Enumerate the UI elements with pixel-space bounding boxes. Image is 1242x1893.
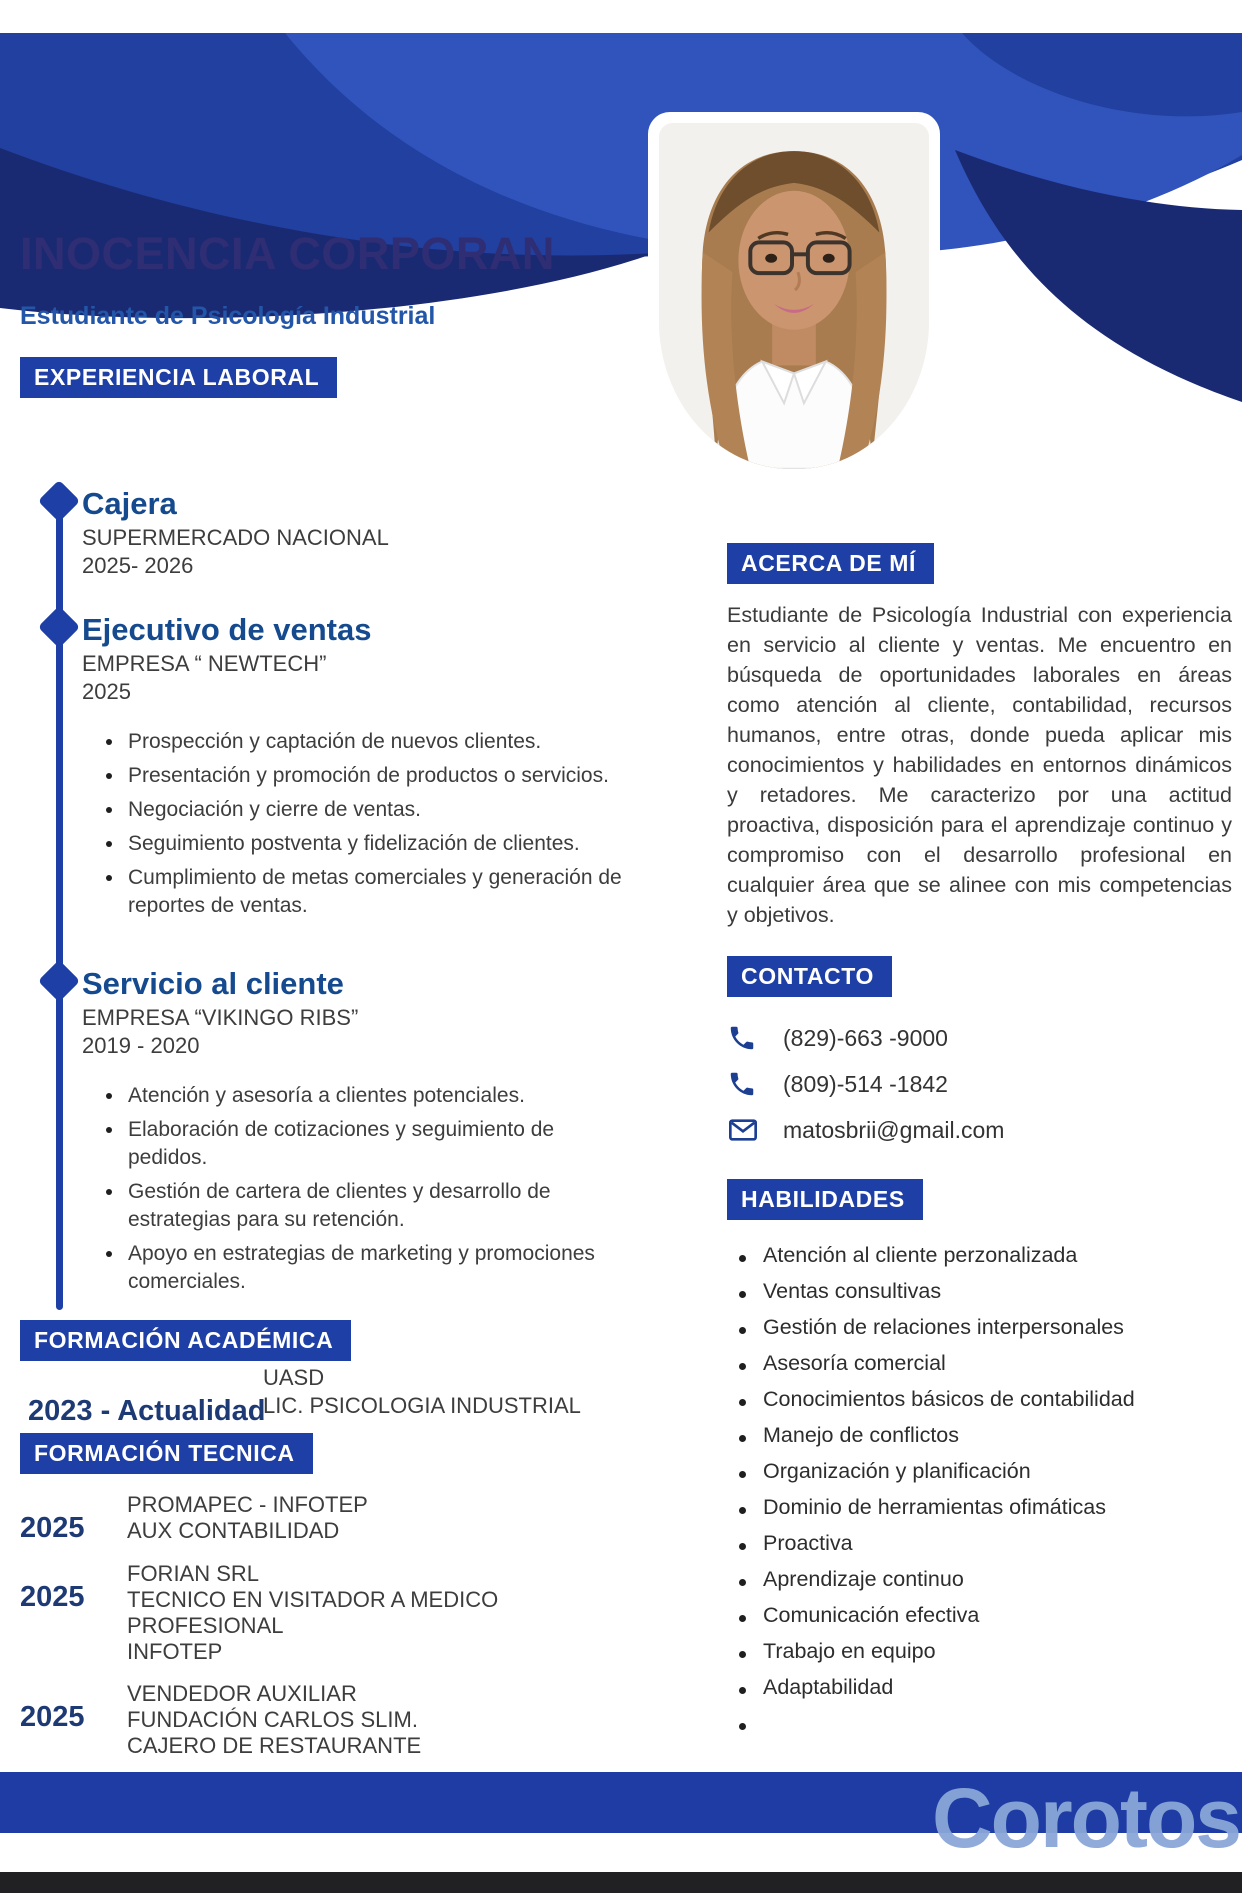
academic-period: 2023 - Actualidad <box>28 1395 266 1427</box>
contact-icon <box>727 1069 767 1099</box>
skill-item: Manejo de conflictos <box>735 1422 1232 1449</box>
technical-line: CAJERO DE RESTAURANTE <box>127 1733 422 1758</box>
contact-value: (829)-663 -9000 <box>783 1024 948 1051</box>
technical-entry <box>20 1681 634 1759</box>
skill-item <box>735 1710 1232 1737</box>
technical-list <box>20 1492 634 1808</box>
technical-section-header: FORMACIÓN TECNICA <box>20 1433 313 1474</box>
job-duties-list <box>104 728 634 920</box>
contact-list <box>727 1015 1232 1153</box>
skill-item: Proactiva <box>735 1530 1232 1557</box>
page-title: INOCENCIA CORPORAN <box>20 228 555 279</box>
skills-list <box>735 1242 1232 1737</box>
job-duty: Atención y asesoría a clientes potenciales. <box>104 1082 634 1110</box>
contact-value: matosbrii@gmail.com <box>783 1116 1005 1143</box>
academic-school: UASD <box>263 1365 325 1390</box>
technical-entry <box>20 1492 634 1545</box>
skill-item: Comunicación efectiva <box>735 1602 1232 1629</box>
academic-degree: LIC. PSICOLOGIA INDUSTRIAL <box>263 1393 581 1418</box>
job-duty: Apoyo en estrategias de marketing y promociones comerciales. <box>104 1240 634 1296</box>
phone-icon <box>727 1069 757 1099</box>
job-duty: Seguimiento postventa y fidelización de clientes. <box>104 830 634 858</box>
job-title: Ejecutivo de ventas <box>82 612 372 647</box>
job-title: Cajera <box>82 486 177 521</box>
experience-timeline <box>20 484 634 1296</box>
email-icon <box>727 1114 759 1146</box>
job-company: EMPRESA “ NEWTECH” <box>82 651 327 676</box>
profile-photo <box>659 123 929 469</box>
technical-lines <box>127 1492 634 1545</box>
contact-row <box>727 1107 1232 1153</box>
skill-item: Gestión de relaciones interpersonales <box>735 1314 1232 1341</box>
technical-year: 2025 <box>20 1581 85 1613</box>
technical-line: FORIAN SRL <box>127 1561 260 1586</box>
job-duty: Elaboración de cotizaciones y seguimiento de pedidos. <box>104 1116 634 1172</box>
technical-year: 2025 <box>20 1701 85 1733</box>
technical-line: FUNDACIÓN CARLOS SLIM. <box>127 1707 418 1732</box>
job-duty: Negociación y cierre de ventas. <box>104 796 634 824</box>
job-period: 2025- 2026 <box>82 553 194 578</box>
academic-entry <box>20 1365 634 1427</box>
contact-row <box>727 1015 1232 1061</box>
timeline-diamond-icon <box>38 606 80 648</box>
timeline-diamond-icon <box>38 960 80 1002</box>
about-text: Estudiante de Psicología Industrial con experiencia en servicio al cliente y ventas. Me encuentro en búsqueda de oportunidades laborales en áreas como atención al cliente, contabilidad, recursos humanos, entre otras, donde pueda aplicar mis conocimientos y habilidades en entornos dinámicos y retadores. Me caracterizo por una actitud proactiva, disposición para el aprendizaje continuo y compromiso con el desarrollo profesional en cualquier área que se alinee con mis competencias y objetivos. <box>727 603 1232 927</box>
skill-item: Dominio de herramientas ofimáticas <box>735 1494 1232 1521</box>
skill-item: Organización y planificación <box>735 1458 1232 1485</box>
contact-section-header: CONTACTO <box>727 956 892 997</box>
job-company: SUPERMERCADO NACIONAL <box>82 525 389 550</box>
experience-section-header: EXPERIENCIA LABORAL <box>20 357 337 398</box>
job-company: EMPRESA “VIKINGO RIBS” <box>82 1005 359 1030</box>
contact-value: (809)-514 -1842 <box>783 1070 948 1097</box>
technical-line: AUX CONTABILIDAD <box>127 1518 340 1543</box>
left-column <box>20 228 634 1824</box>
job-title: Servicio al cliente <box>82 966 344 1001</box>
right-column <box>727 543 1232 1746</box>
skill-item: Conocimientos básicos de contabilidad <box>735 1386 1232 1413</box>
technical-line: PROMAPEC - INFOTEP <box>127 1492 368 1517</box>
job-duty: Presentación y promoción de productos o servicios. <box>104 762 634 790</box>
contact-icon <box>727 1114 767 1146</box>
job-entry <box>20 964 634 1296</box>
skill-item: Ventas consultivas <box>735 1278 1232 1305</box>
profile-photo-illustration <box>659 123 929 469</box>
phone-icon <box>727 1023 757 1053</box>
technical-lines <box>127 1681 634 1759</box>
technical-lines <box>127 1561 634 1665</box>
bottom-black-bar <box>0 1872 1242 1893</box>
timeline-diamond-icon <box>38 480 80 522</box>
job-duty: Cumplimiento de metas comerciales y generación de reportes de ventas. <box>104 864 634 920</box>
technical-line: INFOTEP <box>127 1639 223 1664</box>
skill-item: Atención al cliente perzonalizada <box>735 1242 1232 1269</box>
technical-year: 2025 <box>20 1512 85 1544</box>
contact-row <box>727 1061 1232 1107</box>
technical-entry <box>20 1561 634 1665</box>
skill-item: Asesoría comercial <box>735 1350 1232 1377</box>
job-period: 2019 - 2020 <box>82 1033 200 1058</box>
job-entry <box>20 484 634 580</box>
about-section-header: ACERCA DE MÍ <box>727 543 934 584</box>
person-subtitle: Estudiante de Psicología Industrial <box>20 302 436 330</box>
profile-photo-frame <box>648 112 940 480</box>
academic-section-header: FORMACIÓN ACADÉMICA <box>20 1320 351 1361</box>
skill-item: Aprendizaje continuo <box>735 1566 1232 1593</box>
watermark-logo: Corotos <box>932 1771 1240 1865</box>
skills-section-header: HABILIDADES <box>727 1179 923 1220</box>
job-duty: Prospección y captación de nuevos clientes. <box>104 728 634 756</box>
job-period: 2025 <box>82 679 131 704</box>
job-entry <box>20 610 634 920</box>
contact-icon <box>727 1023 767 1053</box>
technical-line: VENDEDOR AUXILIAR <box>127 1681 357 1706</box>
skill-item: Adaptabilidad <box>735 1674 1232 1701</box>
technical-line: TECNICO EN VISITADOR A MEDICO PROFESIONAL <box>127 1587 499 1638</box>
job-duty: Gestión de cartera de clientes y desarrollo de estrategias para su retención. <box>104 1178 634 1234</box>
job-duties-list <box>104 1082 634 1296</box>
skill-item: Trabajo en equipo <box>735 1638 1232 1665</box>
